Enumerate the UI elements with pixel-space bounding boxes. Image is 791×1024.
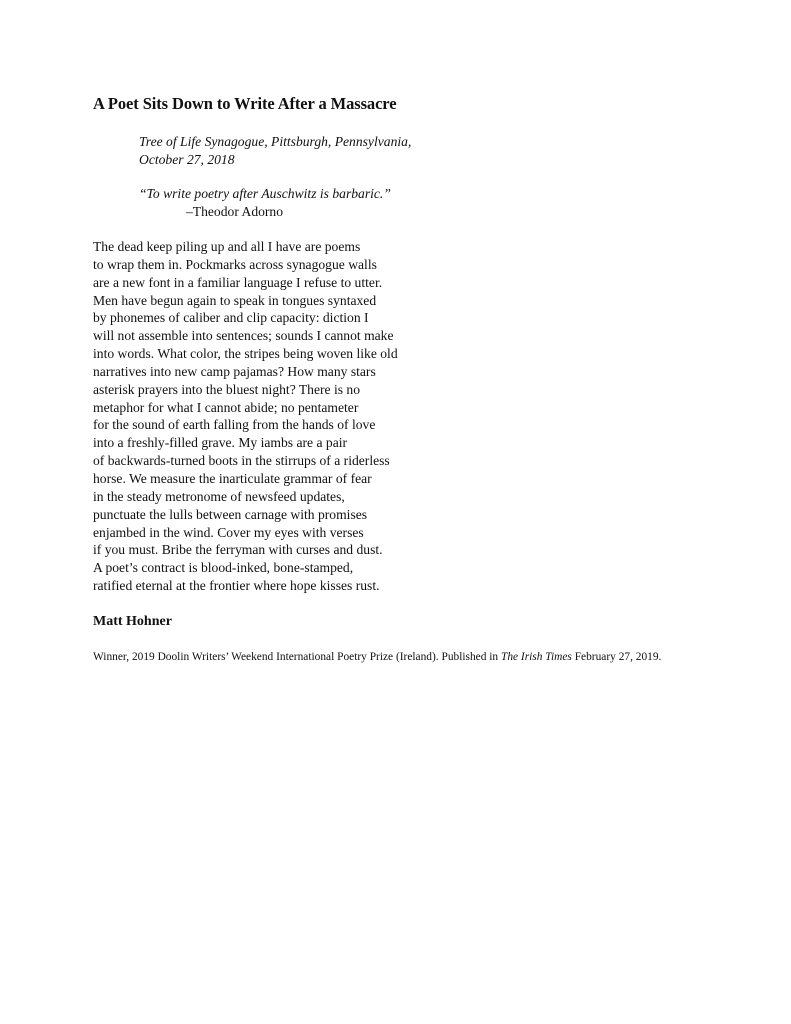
poem-line: enjambed in the wind. Cover my eyes with verses [93,524,364,540]
note-text: Winner, 2019 Doolin Writers’ Weekend International Poetry Prize (Ireland). Published in [93,651,501,663]
poem-line: punctuate the lulls between carnage with promises [93,506,368,522]
poem-line: A poet’s contract is blood-inked, bone-stamped, [93,560,354,576]
poem-line: into words. What color, the stripes being woven like old [93,346,398,362]
poem-line: of backwards-turned boots in the stirrups of a riderless [93,453,390,469]
dedication [139,133,411,169]
dedication-line: Tree of Life Synagogue, Pittsburgh, Pennsylvania, [139,134,412,149]
poem-line: Men have begun again to speak in tongues syntaxed [93,292,377,308]
poem-line: narratives into new camp pajamas? How many stars [93,363,376,379]
poem-line: in the steady metronome of newsfeed updates, [93,488,345,504]
poem-line: by phonemes of caliber and clip capacity: diction I [93,310,369,326]
poem-line: ratified eternal at the frontier where hope kisses rust. [93,578,380,594]
poem-title: A Poet Sits Down to Write After a Massacre [93,94,397,113]
poem-line: into a freshly-filled grave. My iambs are a pair [93,435,348,451]
dedication-line: October 27, 2018 [139,152,235,167]
poem-line: The dead keep piling up and all I have are poems [93,239,361,254]
poem-line: for the sound of earth falling from the hands of love [93,417,376,433]
poem-line: horse. We measure the inarticulate grammar of fear [93,470,372,486]
poem-line: will not assemble into sentences; sounds I cannot make [93,328,394,344]
poem-line: to wrap them in. Pockmarks across synagogue walls [93,256,377,272]
epigraph-quote: “To write poetry after Auschwitz is barbaric.” [139,186,391,201]
author-name: Matt Hohner [93,614,172,629]
poem-line: metaphor for what I cannot abide; no pentameter [93,399,359,415]
note-text: February 27, 2019. [571,651,662,663]
epigraph-attribution: –Theodor Adorno [186,204,284,219]
publication-title: The Irish Times [500,651,572,663]
poem-line: are a new font in a familiar language I refuse to utter. [93,274,383,290]
publication-note [93,650,703,665]
poem-line: asterisk prayers into the bluest night? There is no [93,381,361,397]
poem-line: if you must. Bribe the ferryman with curses and dust. [93,542,383,558]
poem-body [93,238,398,595]
